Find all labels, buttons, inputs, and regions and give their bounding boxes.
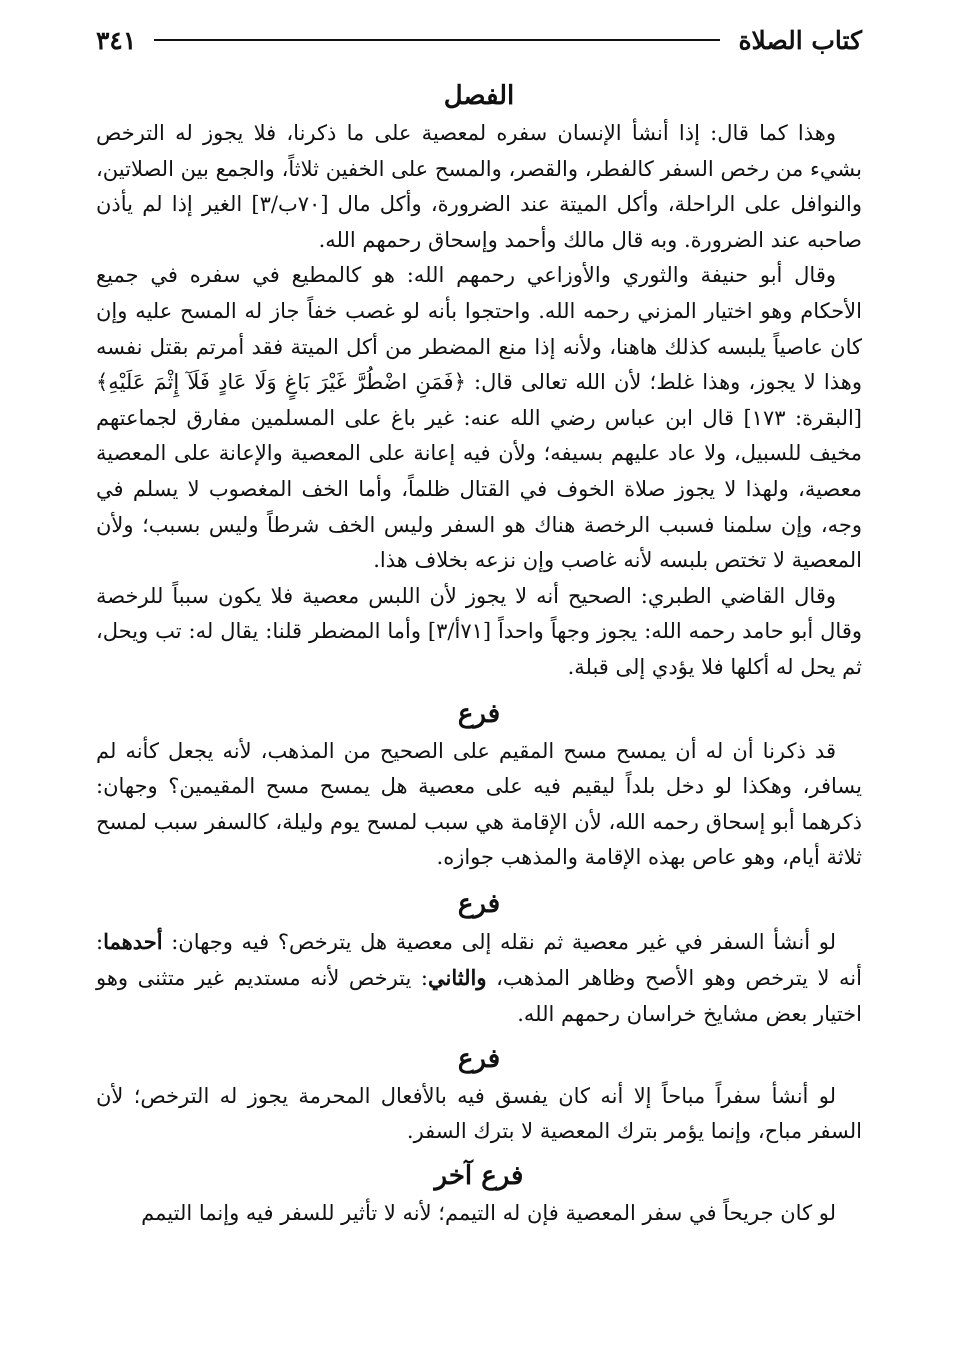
fara-2-intro: لو أنشأ السفر في غير معصية ثم نقله إلى معصية هل يترخص؟ فيه وجهان: (171, 929, 836, 954)
paragraph-fara-akhar: لو كان جريحاً في سفر المعصية فإن له التيمم؛ لأنه لا تأثير للسفر فيه وإنما التيمم (141, 1200, 836, 1225)
paragraph-fara-1: قد ذكرنا أن له أن يمسح مسح المقيم على الصحيح من المذهب، لأنه يجعل كأنه لم يسافر، وهكذا لو دخل بلداً ليقيم فيه على معصية هل يمسح مسح المقيمين؟ وجهان: ذكرهما أبو إسحاق رحمه الله، لأن الإقامة هي سبب لمسح يوم وليلة، كالسفر سبب لمسح ثلاثة أيام، وهو عاص بهذه الإقامة والمذهب جوازه. (96, 738, 862, 870)
section-heading-fara-3: فرع (457, 1043, 501, 1074)
chapter-title: كتاب الصلاة (738, 25, 862, 55)
paragraph-fasl-2: وقال أبو حنيفة والثوري والأوزاعي رحمهم الله: هو كالمطيع في سفره في جميع الأحكام وهو اختيار المزني رحمه الله. واحتجوا بأنه لو غصب خفاً جاز له المسح عليه وإن كان عاصياً يلبسه كذلك هاهنا، ولأنه إذا منع المضطر من أكل الميتة فقد أمرتم بقتل نفسه وهذا لا يجوز، وهذا غلط؛ لأن الله تعالى قال: ﴿فَمَنِ اضْطُرَّ غَيْرَ بَاغٍ وَلَا عَادٍ فَلَآ إِثْمَ عَلَيْهِ﴾ [البقرة: ١٧٣] قال ابن عباس رضي الله عنه: غير باغ على المسلمين مفارق لجماعتهم مخيف للسبيل، ولا عاد عليهم بسيفه؛ ولأن فيه إعانة على المعصية والإعانة على المعصية معصية، ولهذا لا يجوز صلاة الخوف في القتال ظلماً، وأما الخف المغصوب لا يسلم في وجه، وإن سلمنا فسبب الرخصة هناك هو السفر وليس الخف شرطاً وليس بسبب؛ ولأن المعصية لا تختص بلبسه لأنه غاصب وإن نزعه بخلاف هذا. (96, 263, 863, 573)
section-heading-fara-1: فرع (457, 698, 501, 729)
fara-2-first-view: : أنه لا يترخص وهو الأصح وظاهر المذهب، (96, 929, 862, 991)
fara-2-second-view: : يترخص لأنه مستديم غير متثنى وهو اختيار بعض مشايخ خراسان رحمهم الله. (96, 966, 862, 1027)
paragraph-fara-2 (96, 924, 862, 1033)
section-heading-fara-akhar: فرع آخر (434, 1160, 524, 1191)
section-heading-fasl: الفصل (443, 81, 515, 111)
lead-first-view: أحدهما (103, 928, 163, 954)
paragraph-fara-3: لو أنشأ سفراً مباحاً إلا أنه كان يفسق فيه بالأفعال المحرمة يجوز له الترخص؛ لأن السفر مباح، وإنما يؤمر بترك المعصية لا بترك السفر. (96, 1083, 862, 1144)
page-number: ٣٤١ (96, 25, 137, 55)
running-header (96, 18, 862, 62)
section-heading-fara-2: فرع (457, 888, 501, 919)
paragraph-fasl-1: وهذا كما قال: إذا أنشأ الإنسان سفره لمعصية على ما ذكرنا، فلا يجوز له الترخص بشيء من رخص السفر كالفطر، والقصر، والمسح على الخفين ثلاثاً، والجمع بين الصلاتين، والنوافل على الراحلة، وأكل الميتة عند الضرورة، وأكل مال [٧٠ب/٣] الغير إذا لم يأذن صاحبه عند الضرورة. وبه قال مالك وأحمد وإسحاق رحمهم الله. (96, 121, 862, 252)
header-rule (154, 39, 720, 41)
lead-second-view: والثاني (428, 965, 487, 991)
paragraph-fasl-3: وقال القاضي الطبري: الصحيح أنه لا يجوز لأن اللبس معصية فلا يكون سبباً للرخصة وقال أبو حامد رحمه الله: يجوز وجهاً واحداً [٧١أ/٣] وأما المضطر قلنا: يقال له: تب ويحل، ثم يحل له أكلها فلا يؤدي إلى قبلة. (96, 583, 862, 679)
